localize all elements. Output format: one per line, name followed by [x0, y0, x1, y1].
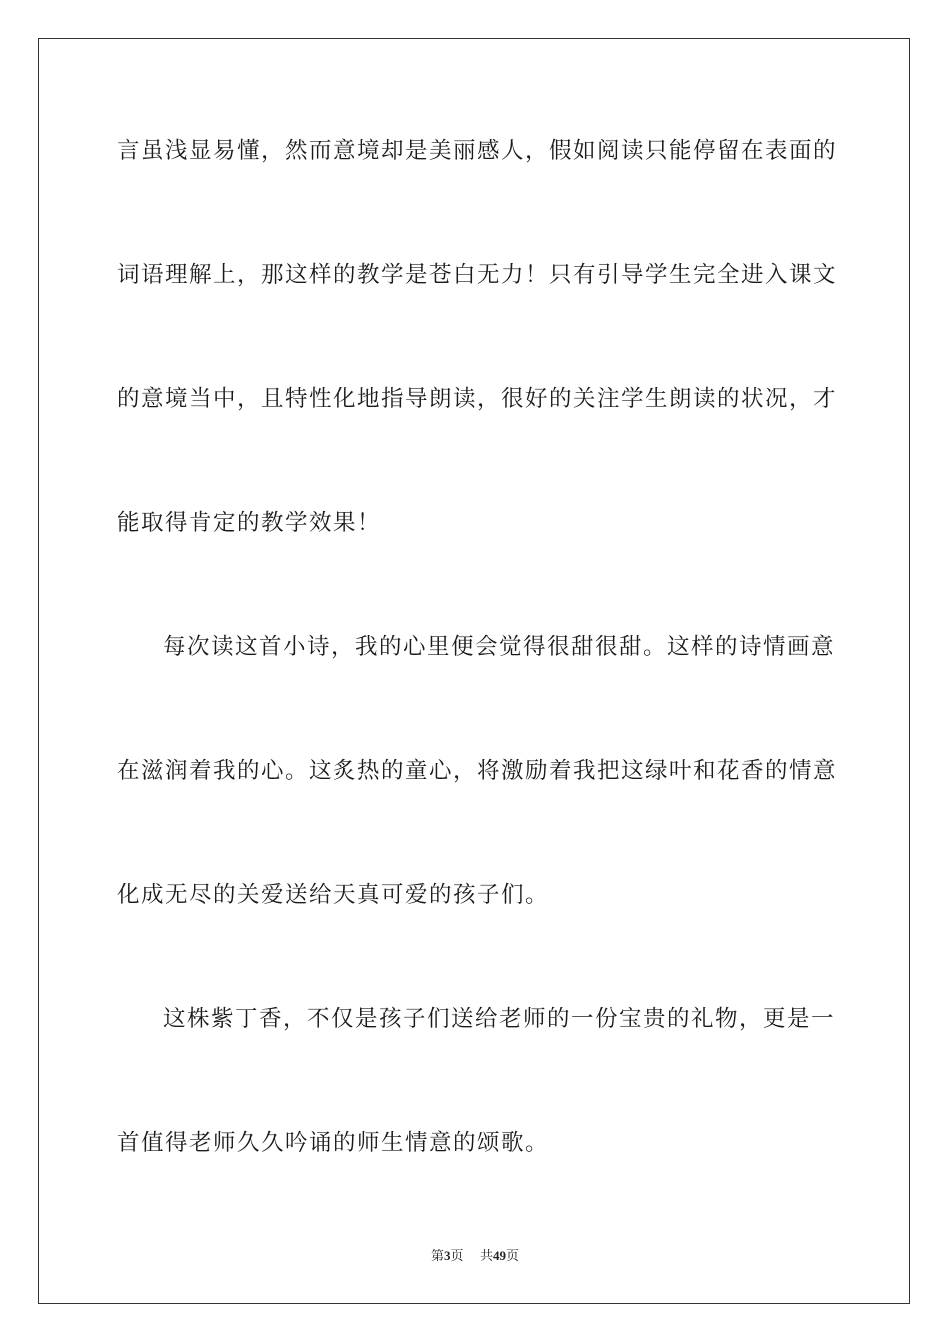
text-line-2: 词语理解上，那这样的教学是苍白无力！只有引导学生完全进入课文: [117, 262, 838, 288]
text-line-7: 化成无尽的关爱送给天真可爱的孩子们。: [117, 882, 550, 908]
text-line-5: 每次读这首小诗，我的心里便会觉得很甜很甜。这样的诗情画意: [163, 634, 836, 660]
total-prefix: 共: [480, 1249, 494, 1264]
page-footer: [0, 1247, 950, 1266]
text-line-1: 言虽浅显易懂，然而意境却是美丽感人，假如阅读只能停留在表面的: [117, 138, 838, 164]
total-pages: 49: [493, 1248, 507, 1263]
total-suffix: 页: [506, 1249, 520, 1264]
text-line-9: 首值得老师久久吟诵的师生情意的颂歌。: [117, 1130, 550, 1156]
text-line-6: 在滋润着我的心。这炙热的童心，将激励着我把这绿叶和花香的情意: [117, 758, 838, 784]
page-number: 3: [443, 1248, 451, 1263]
text-line-4: 能取得肯定的教学效果！: [117, 510, 382, 536]
text-line-8: 这株紫丁香，不仅是孩子们送给老师的一份宝贵的礼物，更是一: [163, 1006, 836, 1032]
text-line-3: 的意境当中，且特性化地指导朗读，很好的关注学生朗读的状况，才: [117, 386, 838, 412]
page-suffix: 页: [450, 1249, 464, 1264]
page-prefix: 第: [430, 1249, 444, 1264]
page-border: [38, 38, 910, 1304]
